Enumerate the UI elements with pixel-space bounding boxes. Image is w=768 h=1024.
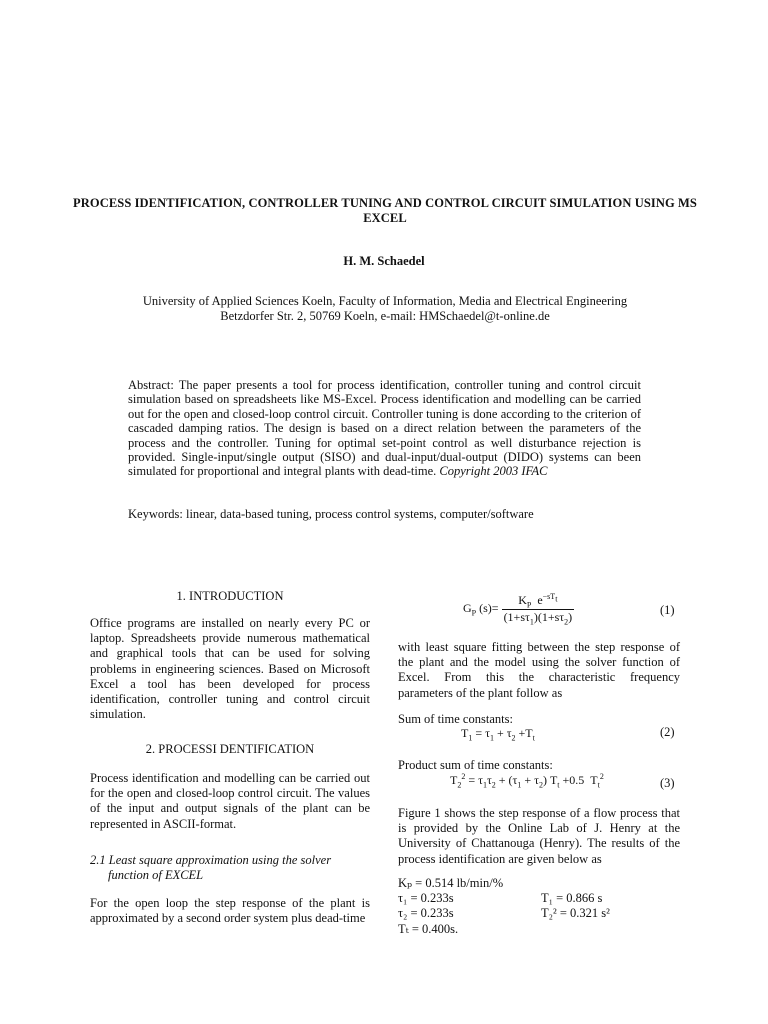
subsection-heading-line-2: function of EXCEL: [108, 868, 204, 883]
value-tau1: τ₁ = 0.233s: [398, 891, 454, 906]
subsection-paragraph: For the open loop the step response of the plant is approximated by a second order system plus dead-time: [90, 896, 370, 926]
figure-paragraph: Figure 1 shows the step response of a flow process that is provided by the Online Lab of J. Henry at the University of Chattanouga (Henry). The results of the process identification are given below as: [398, 806, 680, 866]
keywords: Keywords: linear, data-based tuning, process control systems, computer/software: [128, 507, 534, 521]
value-tt: Tₜ = 0.400s.: [398, 921, 459, 936]
abstract: [128, 378, 641, 479]
intro-paragraph: Office programs are installed on nearly every PC or laptop. Spreadsheets provide numerous mathematical and graphical tools that can be used for solving problems in engineering sciences. Based on Microsoft Excel a tool has been developed for process identification, controller tuning and control circuit simulation.: [90, 616, 370, 722]
equation-2: $T_1 = \tau_1 + \tau_2 +T_t$: [461, 726, 535, 743]
paper-title: PROCESS IDENTIFICATION, CONTROLLER TUNING AND CONTROL CIRCUIT SIMULATION USING MS EXCEL: [73, 196, 697, 225]
value-t1: T₁ = 0.866 s: [541, 891, 603, 905]
sum-label: Sum of time constants:: [398, 712, 513, 726]
least-squares-paragraph: with least square fitting between the step response of the plant and the model using the solver function of Excel. From this the characteristic frequency parameters of the plant follow as: [398, 640, 680, 700]
equation-1-fraction: $\frac{K_P e^{-sT_t}}{(1+s\tau_1)(1+s\tau_2)}$: [503, 592, 573, 627]
intro-heading: 1. INTRODUCTION: [176, 589, 284, 603]
affiliation: [60, 294, 710, 324]
equation-1: $G_P$ (s)= $\frac{K_P e^{-sT_t}}{(1+s\tau_1)(1+s\tau_2)}$: [463, 592, 573, 627]
affiliation-line-1: University of Applied Sciences Koeln, Faculty of Information, Media and Electrical Engineering: [142, 294, 628, 308]
abstract-text: Abstract: The paper presents a tool for process identification, controller tuning and control circuit simulation based on spreadsheets like MS-Excel. Process identification and modelling can be carried out for the open and closed-loop control circuit. Controller tuning is done according to the criterion of cascaded damping ratios. The design is based on a direct relation between the parameters of the process and the controller. Tuning for optimal set-point control as well disturbance rejection is provided. Single-input/single output (SISO) and dual-input/dual-output (DIDO) systems can been simulated for proportional and integral plants with dead-time.: [128, 378, 641, 479]
equation-3-number: (3): [660, 776, 675, 790]
abstract-copyright: Copyright 2003 IFAC: [439, 464, 548, 479]
identified-values-right: [541, 891, 681, 921]
identification-heading: 2. PROCESSI DENTIFICATION: [145, 742, 315, 756]
product-label: Product sum of time constants:: [398, 758, 553, 772]
value-kp: Kₚ = 0.514 lb/min/%: [398, 876, 504, 890]
equation-1-number: (1): [660, 603, 675, 617]
equation-3: $T_2^2 = \tau_1\tau_2 + (\tau_1 + \tau_2)$ $T_t +0.5$ $T_t^2$: [450, 772, 604, 790]
affiliation-line-2: Betzdorfer Str. 2, 50769 Koeln, e-mail: HMSchaedel@t-online.de: [220, 309, 550, 323]
equation-2-number: (2): [660, 725, 675, 739]
subsection-heading-line-1: 2.1 Least square approximation using the solver: [90, 853, 332, 867]
identification-paragraph: Process identification and modelling can be carried out for the open and closed-loop control circuit. The values of the input and output signals of the plant can be represented in ASCII-format.: [90, 771, 370, 831]
author-name: H. M. Schaedel: [343, 254, 425, 268]
value-t2-squared: T₂² = 0.321 s²: [541, 906, 610, 921]
identified-values-left: [398, 876, 538, 937]
subsection-heading: [90, 853, 370, 883]
value-tau2: τ₂ = 0.233s: [398, 906, 454, 921]
